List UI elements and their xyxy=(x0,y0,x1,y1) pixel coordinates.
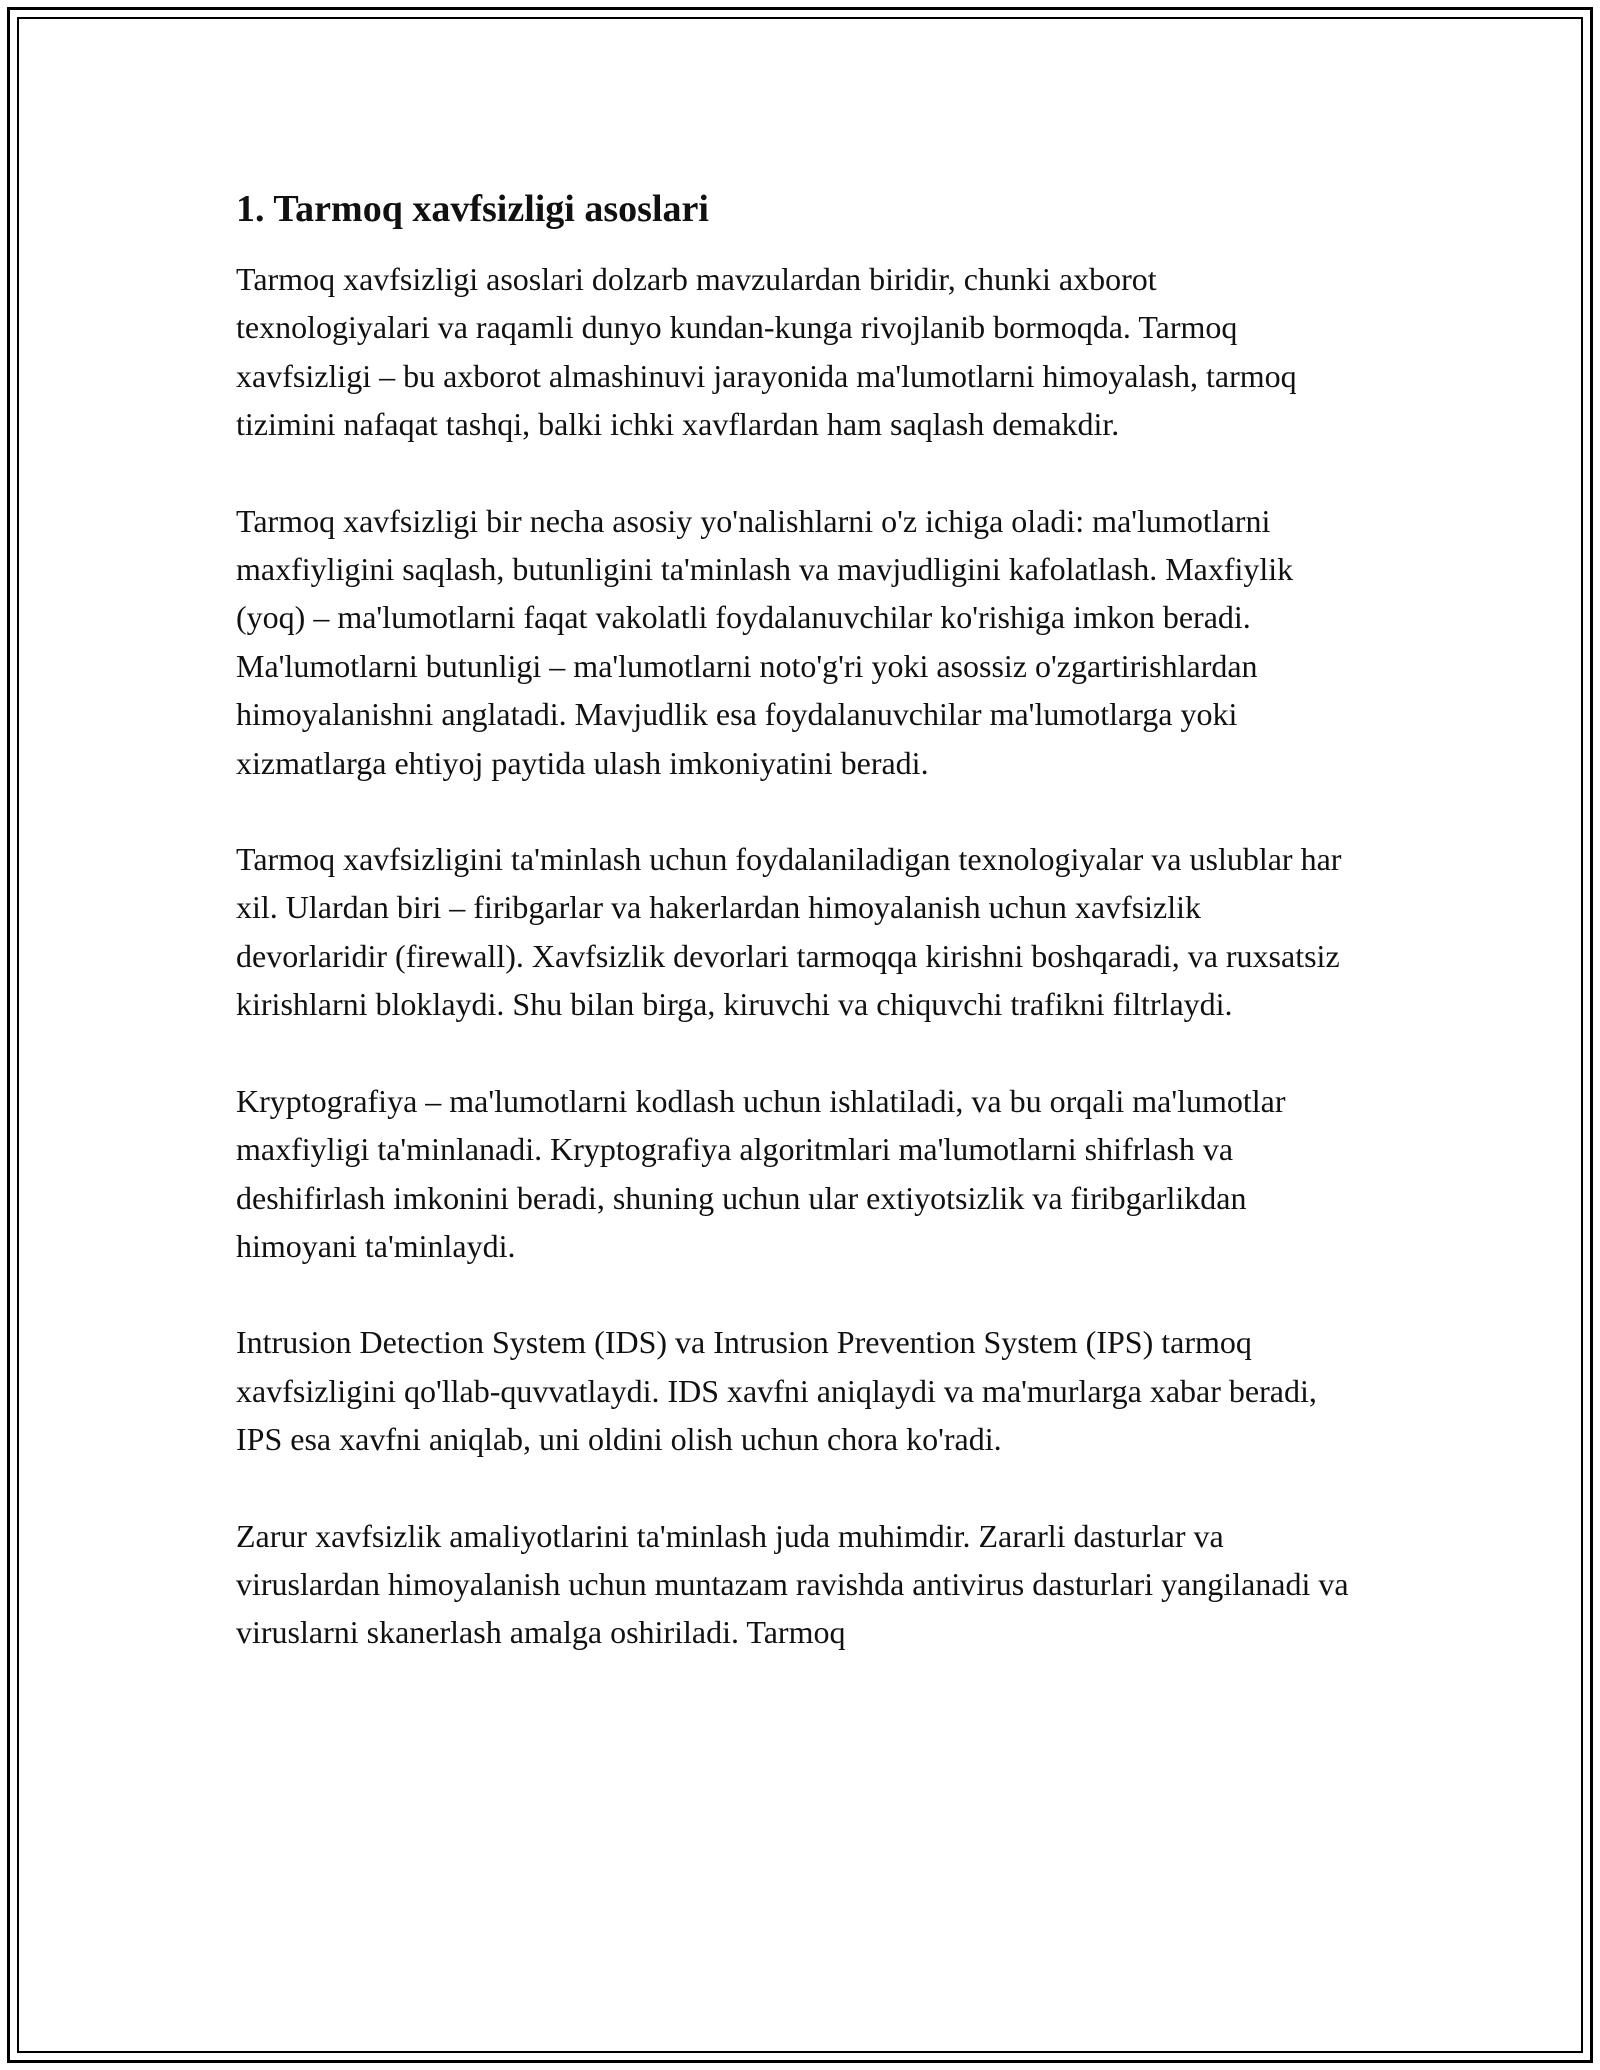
paragraph-intro: Tarmoq xavfsizligi asoslari dolzarb mavzulardan biridir, chunki axborot texnologiyalari va raqamli dunyo kundan-kunga rivojlanib bormoqda. Tarmoq xavfsizligi – bu axborot almashinuvi jarayonida ma'lumotlarni himoyalash, tarmoq tizimini nafaqat tashqi, balki ichki xavflardan ham saqlash demakdir. xyxy=(236,261,1297,443)
paragraph-ids-ips: Intrusion Detection System (IDS) va Intrusion Prevention System (IPS) tarmoq xavfsizligini qo'llab-quvvatlaydi. IDS xavfni aniqlaydi va ma'murlarga xabar beradi, IPS esa xavfni aniqlab, uni oldini olish uchun chora ko'radi. xyxy=(236,1324,1317,1458)
paragraph-practices: Zarur xavfsizlik amaliyotlarini ta'minlash juda muhimdir. Zararli dasturlar va viruslardan himoyalanish uchun muntazam ravishda antivirus dasturlari yangilanadi va viruslarni skanerlash amalga oshiriladi. Tarmoq xyxy=(236,1517,1349,1651)
paragraph-firewall: Tarmoq xavfsizligini ta'minlash uchun foydalaniladigan texnologiyalar va uslublar har xil. Ulardan biri – firibgarlar va hakerlardan himoyalanish uchun xavfsizlik devorlaridir (firewall). Xavfsizlik devorlari tarmoqqa kirishni boshqaradi, va ruxsatsiz kirishlarni bloklaydi. Shu bilan birga, kiruvchi va chiquvchi trafikni filtrlaydi. xyxy=(236,841,1342,1023)
paragraph-cryptography: Kryptografiya – ma'lumotlarni kodlash uchun ishlatiladi, va bu orqali ma'lumotlar maxfiyligi ta'minlanadi. Kryptografiya algoritmlari ma'lumotlarni shifrlash va deshifirlash imkonini beradi, shuning uchun ular extiyotsizlik va firibgarlikdan himoyani ta'minlaydi. xyxy=(236,1082,1286,1264)
paragraph-principles: Tarmoq xavfsizligi bir necha asosiy yo'nalishlarni o'z ichiga oladi: ma'lumotlarni maxfiyligini saqlash, butunligini ta'minlash va mavjudligini kafolatlash. Maxfiylik (yoq) – ma'lumotlarni faqat vakolatli foydalanuvchilar ko'rishiga imkon beradi. Ma'lumotlarni butunligi – ma'lumotlarni noto'g'ri yoki asossiz o'zgartirishlardan himoyalanishni anglatadi. Mavjudlik esa foydalanuvchilar ma'lumotlarga yoki xizmatlarga ehtiyoj paytida ulash imkoniyatini beradi. xyxy=(236,502,1294,781)
section-heading: 1. Tarmoq xavfsizligi asoslari xyxy=(236,188,709,230)
document-body xyxy=(236,185,1356,1657)
